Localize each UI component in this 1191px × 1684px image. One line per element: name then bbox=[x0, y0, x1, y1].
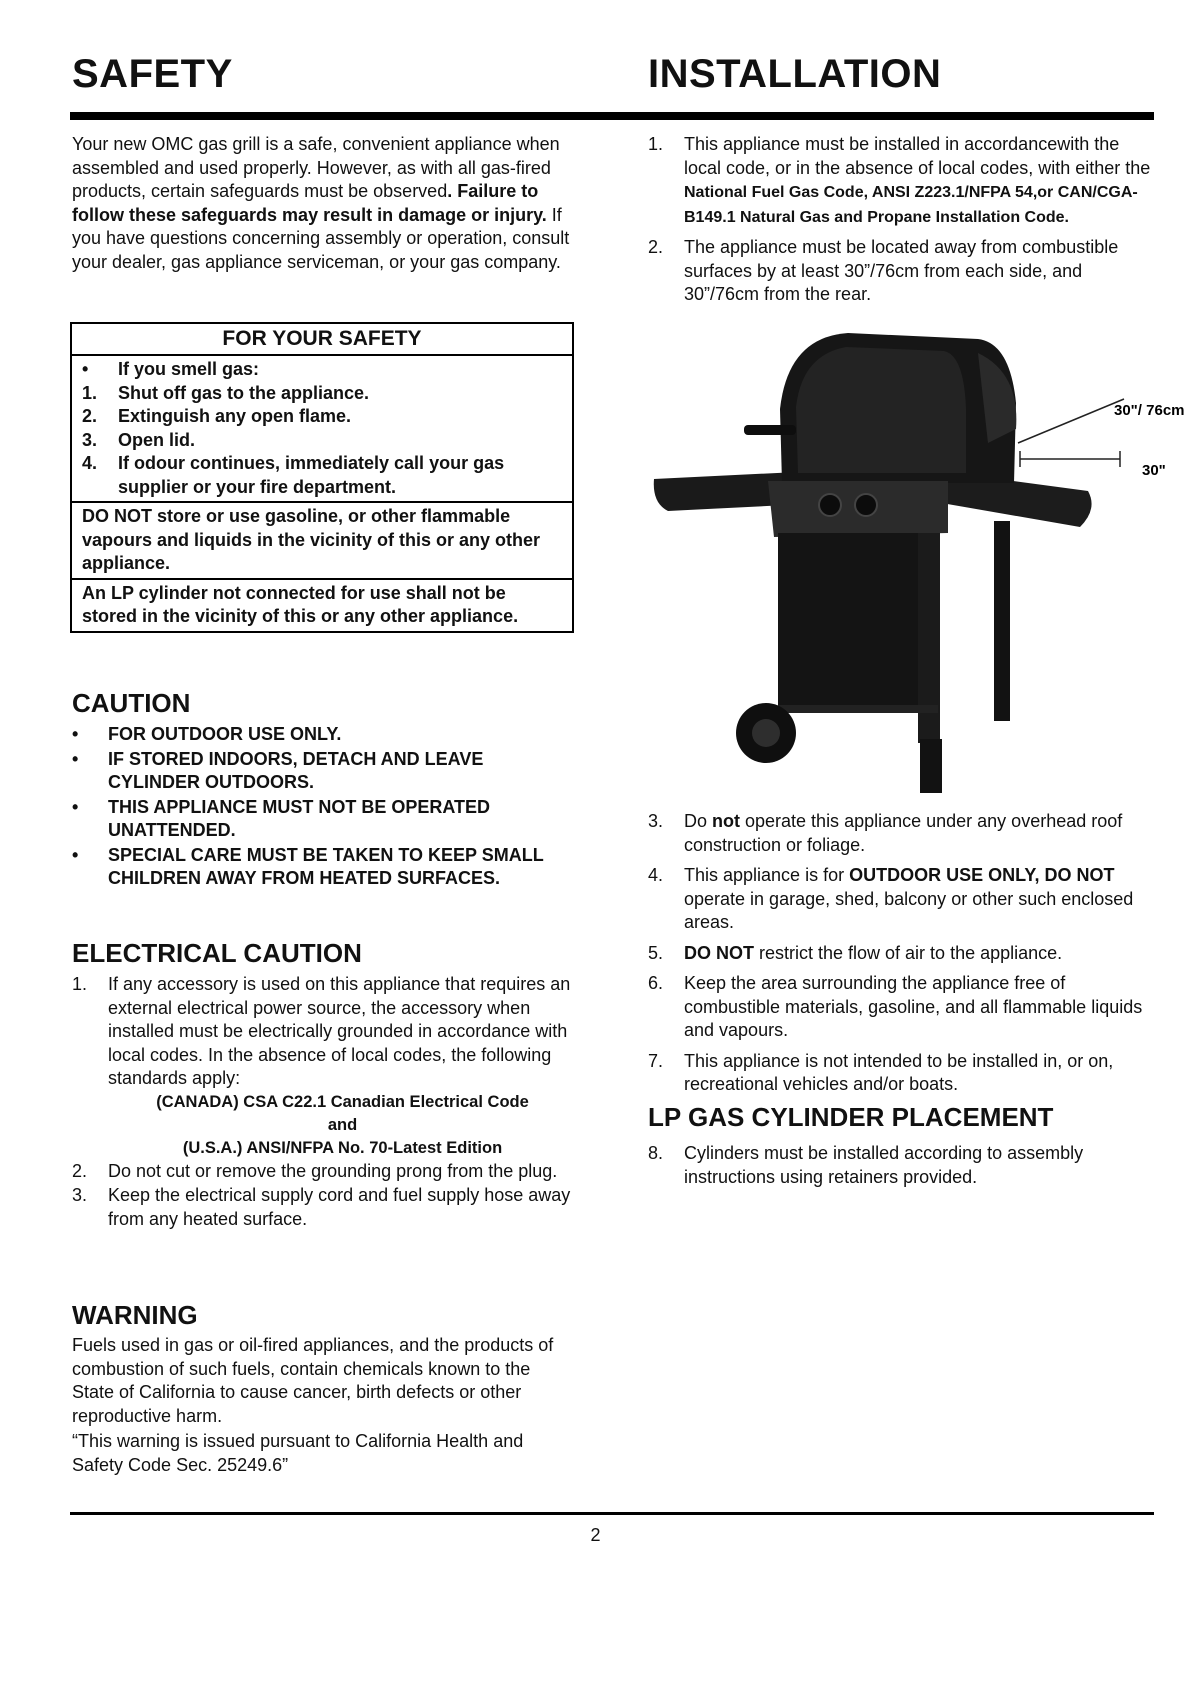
smell-gas-item bbox=[82, 358, 564, 382]
safety-intro bbox=[72, 133, 577, 274]
safety-step bbox=[82, 429, 564, 453]
step-number: 2. bbox=[82, 406, 98, 426]
warning-heading: WARNING bbox=[72, 1300, 198, 1330]
electrical-text: Keep the electrical supply cord and fuel supply hose away from any heated surface. bbox=[108, 1185, 571, 1229]
installation-list-top bbox=[648, 133, 1153, 314]
electrical-standards bbox=[72, 1091, 577, 1160]
installation-title: INSTALLATION bbox=[648, 52, 942, 96]
installation-item bbox=[648, 864, 1153, 935]
caution-list bbox=[72, 723, 577, 892]
step-text: Extinguish any open flame. bbox=[118, 406, 352, 426]
installation-item bbox=[648, 1142, 1153, 1189]
installation-item bbox=[648, 1050, 1153, 1097]
emphasis-outdoor: OUTDOOR USE ONLY, DO NOT bbox=[849, 865, 1115, 885]
installation-text: restrict the flow of air to the appliance. bbox=[754, 942, 1063, 963]
item-number: 3. bbox=[72, 1185, 88, 1205]
caution-text: FOR OUTDOOR USE ONLY. bbox=[108, 724, 342, 744]
cylinder-warning: An LP cylinder not connected for use shall not be stored in the vicinity of this or any other appliance. bbox=[72, 578, 572, 631]
electrical-item bbox=[72, 973, 577, 1091]
step-text: Open lid. bbox=[118, 429, 196, 450]
bullet-icon: • bbox=[82, 359, 89, 379]
electrical-item bbox=[72, 1184, 577, 1231]
caution-item bbox=[72, 723, 577, 747]
installation-text: Cylinders must be installed according to assembly instructions using retainers provided. bbox=[684, 1143, 1084, 1187]
installation-item bbox=[648, 236, 1153, 307]
item-number: 4. bbox=[648, 865, 664, 885]
rear-clearance-label: 30" bbox=[1142, 462, 1166, 479]
bullet-icon: • bbox=[72, 796, 79, 817]
installation-text: Keep the area surrounding the appliance free of combustible materials, gasoline, and all flammable liquids and vapours. bbox=[684, 973, 1143, 1040]
fuel-gas-code: National Fuel Gas Code, ANSI Z223.1/NFPA 54,or CAN/CGA-B149.1 Natural Gas and Propane Installation Code. bbox=[684, 184, 1138, 226]
caution-item bbox=[72, 748, 577, 795]
electrical-list bbox=[72, 973, 577, 1238]
caution-item bbox=[72, 796, 577, 843]
intro-bold: . Failure to follow these safeguards may result in damage or injury. bbox=[72, 181, 547, 225]
installation-item bbox=[648, 972, 1153, 1043]
caution-text: SPECIAL CARE MUST BE TAKEN TO KEEP SMALL CHILDREN AWAY FROM HEATED SURFACES. bbox=[108, 844, 544, 888]
installation-text: This appliance must be installed in accordancewith the local code, or in the absence of local codes, with either the bbox=[684, 134, 1151, 178]
item-number: 1. bbox=[72, 974, 88, 994]
bullet-icon: • bbox=[72, 748, 79, 769]
usa-standard: (U.S.A.) ANSI/NFPA No. 70-Latest Edition bbox=[182, 1138, 503, 1157]
gas-grill-illustration bbox=[648, 333, 1188, 803]
bullet-icon: • bbox=[72, 844, 79, 865]
bullet-icon: • bbox=[72, 724, 79, 744]
smell-gas-section bbox=[72, 356, 572, 501]
item-number: 3. bbox=[648, 811, 664, 831]
safety-step bbox=[82, 452, 564, 499]
item-number: 1. bbox=[648, 134, 664, 154]
warning-text: Fuels used in gas or oil-fired appliances, and the products of combustion of such fuels, contain chemicals known to the State of California to cause cancer, birth defects or other reproductive harm. bbox=[72, 1335, 554, 1426]
electrical-item bbox=[72, 1160, 577, 1184]
item-number: 5. bbox=[648, 942, 664, 963]
bottom-rule bbox=[70, 1512, 1154, 1515]
canada-standard: (CANADA) CSA C22.1 Canadian Electrical Code bbox=[156, 1092, 529, 1111]
page-number: 2 bbox=[590, 1525, 601, 1545]
step-number: 1. bbox=[82, 382, 98, 403]
item-number: 8. bbox=[648, 1143, 664, 1163]
electrical-text: Do not cut or remove the grounding prong from the plug. bbox=[108, 1160, 558, 1181]
emphasis-do-not: DO NOT bbox=[684, 942, 754, 963]
item-number: 7. bbox=[648, 1050, 664, 1071]
intro-text-2: If you have questions concerning assembly or operation, consult your dealer, gas appliance serviceman, or your gas company. bbox=[72, 204, 570, 272]
installation-text: operate this appliance under any overhead roof construction or foliage. bbox=[684, 811, 1123, 855]
electrical-text: If any accessory is used on this appliance that requires an external electrical power source, the accessory when installed must be electrically grounded in accordance with local codes. In the absence of local codes, the following standards apply: bbox=[108, 974, 571, 1088]
safety-step bbox=[82, 405, 564, 429]
installation-text: The appliance must be located away from combustible surfaces by at least 30”/76cm from each side, and 30”/76cm from the rear. bbox=[684, 237, 1119, 304]
step-text: Shut off gas to the appliance. bbox=[118, 382, 370, 403]
step-number: 3. bbox=[82, 429, 98, 450]
smell-gas-label: If you smell gas: bbox=[118, 359, 260, 379]
installation-text: This appliance is for bbox=[684, 865, 850, 885]
lp-cylinder-heading: LP GAS CYLINDER PLACEMENT bbox=[648, 1102, 1054, 1132]
installation-item bbox=[648, 133, 1153, 229]
installation-text: This appliance is not intended to be installed in, or on, recreational vehicles and/or boats. bbox=[684, 1050, 1114, 1094]
warning-citation: “This warning is issued pursuant to California Health and Safety Code Sec. 25249.6” bbox=[72, 1431, 524, 1475]
caution-heading: CAUTION bbox=[72, 688, 191, 718]
installation-item bbox=[648, 942, 1153, 966]
caution-item bbox=[72, 844, 577, 891]
gasoline-warning: DO NOT store or use gasoline, or other flammable vapours and liquids in the vicinity of this or any other appliance. bbox=[72, 501, 572, 578]
lp-cylinder-list bbox=[648, 1142, 1153, 1196]
installation-text: Do bbox=[684, 811, 713, 831]
installation-text: operate in garage, shed, balcony or other such enclosed areas. bbox=[684, 888, 1134, 932]
emphasis-not: not bbox=[712, 811, 740, 831]
caution-text: THIS APPLIANCE MUST NOT BE OPERATED UNATTENDED. bbox=[108, 796, 491, 840]
step-number: 4. bbox=[82, 453, 98, 473]
safety-step bbox=[82, 382, 564, 406]
step-text: If odour continues, immediately call your gas supplier or your fire department. bbox=[118, 453, 505, 497]
installation-list-bottom bbox=[648, 810, 1153, 1104]
intro-text: Your new OMC gas grill is a safe, convenient appliance when assembled and used properly. However, as with all gas-fired products, certain safeguards must be observed bbox=[72, 134, 560, 201]
safety-box-header: FOR YOUR SAFETY bbox=[72, 324, 572, 356]
item-number: 6. bbox=[648, 973, 664, 993]
top-rule bbox=[70, 112, 1154, 120]
item-number: 2. bbox=[72, 1160, 88, 1181]
for-your-safety-box bbox=[70, 322, 574, 633]
safety-title: SAFETY bbox=[72, 52, 233, 96]
caution-text: IF STORED INDOORS, DETACH AND LEAVE CYLINDER OUTDOORS. bbox=[108, 748, 484, 792]
installation-item bbox=[648, 810, 1153, 857]
standards-and: and bbox=[327, 1115, 358, 1134]
electrical-caution-heading: ELECTRICAL CAUTION bbox=[72, 938, 362, 968]
item-number: 2. bbox=[648, 237, 664, 257]
side-clearance-label: 30"/ 76cm bbox=[1114, 402, 1185, 419]
